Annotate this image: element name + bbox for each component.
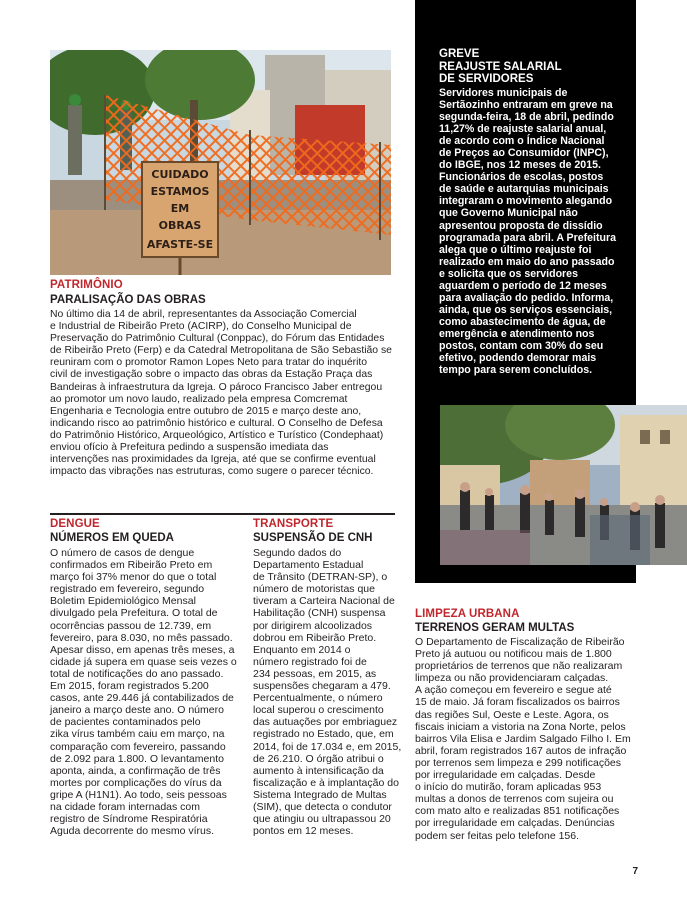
greve-body-line: que Governo Municipal não — [439, 207, 578, 220]
limpeza-body-line: por irregularidade em calçadas. Denúncias — [415, 817, 615, 830]
greve-kicker: GREVE — [439, 48, 480, 60]
transporte-body-line: Enquanto em 2014 o — [253, 643, 351, 656]
dengue-body-line: Em 2015, foram registrados 5.200 — [50, 680, 209, 693]
greve-body-line: de Preços ao Consumidor (INPC), — [439, 147, 609, 160]
limpeza-body-line: por irregularidade em calçadas. Desde — [415, 769, 596, 782]
limpeza-body-line: A ação começou em fevereiro e segue até — [415, 684, 612, 697]
sign-text-line: EM — [170, 202, 190, 215]
transporte-body-line: que atingiu ou ultrapassou 20 — [253, 813, 391, 826]
dengue-title: NÚMEROS EM QUEDA — [50, 532, 174, 544]
transporte-body-line: número registrado foi de — [253, 655, 367, 668]
greve-heading — [439, 48, 562, 86]
greve-body-line: integraram o movimento alegando — [439, 195, 613, 208]
patrimonio-body-line: intervenções nas proximidades da Igreja, até que se confirme eventual — [50, 454, 376, 466]
limpeza-body-line: abril, foram registrados 167 autos de infração — [415, 744, 627, 757]
limpeza-body — [415, 636, 631, 842]
transporte-body-line: Segundo dados do — [253, 547, 342, 559]
patrimonio-body-line: impacto das vibrações nas estruturas, como sugere o parecer técnico. — [50, 466, 374, 478]
patrimonio-body-line: Preservação do Patrimônio Cultural (Conppac), do Fórum das Entidades — [50, 333, 385, 345]
limpeza-body-line: por terrenos sem limpeza e 299 notificações — [415, 756, 622, 769]
patrimonio-body — [50, 309, 392, 478]
greve-body-line: alega que o último reajuste foi — [439, 243, 592, 256]
dengue-body-line: fevereiro, para 8.030, no mês passado. — [50, 631, 233, 644]
construction-photo — [50, 50, 391, 275]
limpeza-body-line: multas a donos de terrenos com sujeira ou — [415, 793, 614, 806]
greve-title-line: REAJUSTE SALARIAL — [439, 60, 562, 73]
patrimonio-body-line: do Patrimônio Histórico, Arqueológico, Artístico e Turístico (Condephaat) — [50, 429, 384, 441]
dengue-body-line: ocorrências passou de 12.739, em — [50, 619, 212, 632]
greve-body-line: para avaliação do pedido. Informa, — [439, 291, 614, 304]
transporte-body-line: 234 pessoas, em 2015, as — [253, 667, 377, 680]
transporte-body-line: tiveram a Carteira Nacional de — [253, 595, 395, 608]
construction-photo-image — [50, 50, 391, 275]
sign-text-line: ESTAMOS — [150, 185, 210, 198]
greve-body-line: Funcionários de escolas, postos — [439, 171, 604, 184]
transporte-body-line: Habilitação (CNH) suspensa — [253, 607, 386, 620]
greve-body-line: emergência e atendimento nos — [439, 327, 595, 340]
patrimonio-body-line: reuniram com o promotor Ramon Lopes Neto para tratar do inquérito — [50, 357, 368, 369]
limpeza-body-line: com mato alto e realizadas 851 notificações — [415, 805, 620, 818]
greve-body-line: aguardem o período de 12 meses — [439, 279, 607, 292]
greve-body-line: do IBGE, nos 12 meses de 2015. — [439, 159, 601, 172]
transporte-body-line: por dirigirem alcoolizados — [253, 619, 373, 632]
greve-body-line: realizado em maio do ano passado — [439, 255, 615, 268]
patrimonio-category: PATRIMÔNIO — [50, 279, 123, 291]
transporte-body-line: de 26.210. O órgão atribui o — [253, 752, 384, 765]
dengue-body-line: março foi 37% menor do que o total — [50, 571, 217, 584]
transporte-body-line: Departamento Estadual — [253, 559, 364, 572]
patrimonio-body-line: de Ribeirão Preto (Ferp) e da Catedral Metropolitana de São Sebastião se — [50, 345, 392, 357]
greve-body-line: 11,27% de reajuste salarial anual, — [439, 123, 607, 136]
transporte-body-line: aumento à intensificação da — [253, 764, 384, 777]
section-divider — [50, 513, 395, 515]
transporte-body-line: Percentualmente, o número — [253, 692, 383, 705]
transporte-body-line: número de motoristas que — [253, 583, 375, 596]
limpeza-body-line: fiscais iniciam a vistoria na Zona Norte, pelos — [415, 720, 626, 733]
transporte-body-line: (SIM), que detecta o condutor — [253, 800, 392, 813]
dengue-body-line: aponta, ainda, a confirmação de três — [50, 764, 221, 777]
dengue-body-line: zika vírus também caiu em março, na — [50, 728, 225, 741]
patrimonio-body-line: Bandeiras à infraestrutura da Igreja. O pároco Francisco Jaber entregou — [50, 381, 383, 393]
limpeza-body-line: podem ser feitas pelo telefone 156. — [415, 829, 580, 842]
limpeza-body-line: O Departamento de Fiscalização de Ribeirão — [415, 636, 625, 648]
patrimonio-body-line: Engenharia e Tecnologia entre outubro de 2015 e março deste ano, — [50, 405, 362, 417]
dengue-body-line: de pacientes contaminados pelo — [50, 716, 201, 729]
greve-body-line: e solicita que os servidores — [439, 267, 578, 280]
dengue-body — [50, 547, 237, 837]
limpeza-body-line: bairros Vila Elisa e Jardim Salgado Filho I. Em — [415, 732, 631, 745]
limpeza-body-line: limpeza ou não providenciaram calçadas. — [415, 672, 609, 685]
limpeza-body-line: 15 de maio. Já foram fiscalizados os bairros — [415, 696, 620, 709]
dengue-body-line: casos, ante 29.446 já contabilizados de — [50, 692, 234, 705]
patrimonio-body-line: ao promotor um novo laudo, realizado pela empresa Comcremat — [50, 393, 348, 405]
greve-body-line: apresentou proposta de dissídio — [439, 219, 603, 232]
dengue-body-line: total de notificações do ano passado. — [50, 667, 224, 680]
dengue-body-line: janeiro a março deste ano. O número — [50, 704, 224, 717]
transporte-body-line: local superou o crescimento — [253, 704, 384, 717]
transporte-body-line: suspensões chegaram a 479. — [253, 680, 391, 693]
greve-body-line: de saúde e autarquias municipais — [439, 183, 609, 196]
patrimonio-body-line: indicando risco ao patrimônio histórico e cultural. O Conselho de Defesa — [50, 417, 383, 429]
greve-body-line: Sertãozinho entraram em greve na — [439, 99, 613, 112]
sign-text-line: AFASTE-SE — [146, 238, 214, 251]
transporte-body-line: fiscalização e à implantação do — [253, 776, 399, 789]
greve-body-line: programada para abril. A Prefeitura — [439, 231, 617, 244]
dengue-body-line: confirmados em Ribeirão Preto em — [50, 559, 213, 572]
transporte-body-line: das autuações por embriaguez — [253, 716, 398, 729]
sign-text-line: CUIDADO — [151, 168, 209, 181]
greve-body-line: postos, contam com 30% do seu — [439, 339, 604, 352]
limpeza-category: LIMPEZA URBANA — [415, 608, 520, 620]
dengue-body-line: registro de Síndrome Respiratória — [50, 813, 208, 826]
transporte-body-line: registrado no Estado, que, em — [253, 728, 394, 741]
transporte-body-line: dobrou em Ribeirão Preto. — [253, 631, 377, 644]
dengue-body-line: mortes por complicações do vírus da — [50, 776, 222, 789]
dengue-body-line: cidade já supera em quase seis vezes o — [50, 655, 237, 668]
transporte-body-line: Sistema Integrado de Multas — [253, 788, 387, 801]
strike-photo-image — [440, 405, 687, 565]
transporte-body-line: pontos em 12 meses. — [253, 825, 354, 838]
greve-body-line: de acordo com o Índice Nacional — [439, 135, 605, 148]
transporte-category: TRANSPORTE — [253, 518, 334, 530]
patrimonio-body-line: e Industrial de Ribeirão Preto (ACIRP), do Conselho Municipal de — [50, 321, 352, 333]
limpeza-body-line: o início do mutirão, foram aplicadas 953 — [415, 781, 602, 794]
transporte-body-line: 2014, foi de 17.034 e, em 2015, — [253, 740, 402, 753]
greve-body-line: tempo para serem concluídos. — [439, 364, 593, 377]
greve-body-line: Servidores municipais de — [439, 87, 568, 99]
limpeza-body-line: das regiões Sul, Oeste e Leste. Agora, os — [415, 708, 609, 721]
limpeza-body-line: Preto já autuou ou notificou mais de 1.800 — [415, 648, 612, 661]
dengue-body-line: gripe A (H1N1). Ao todo, seis pessoas — [50, 788, 227, 801]
patrimonio-body-line: civil de investigação sobre o impacto das obras da Estação Praça das — [50, 369, 373, 381]
dengue-category: DENGUE — [50, 518, 100, 530]
sign-text-line: OBRAS — [158, 219, 202, 232]
transporte-title: SUSPENSÃO DE CNH — [253, 532, 373, 544]
greve-body-line: como abastecimento de água, de — [439, 315, 606, 328]
dengue-body-line: Apesar disso, em apenas três meses, a — [50, 643, 235, 656]
page-number: 7 — [632, 866, 638, 877]
greve-body-line: efetivo, podendo demorar mais — [439, 352, 597, 365]
greve-body-line: ainda, que os serviços essenciais, — [439, 303, 613, 316]
dengue-body-line: na cidade foram internadas com — [50, 800, 200, 813]
greve-body-line: segunda-feira, 18 de abril, pedindo — [439, 111, 614, 124]
dengue-body-line: Aguda decorrente do mesmo vírus. — [50, 825, 215, 838]
dengue-body-line: O número de casos de dengue — [50, 547, 195, 559]
patrimonio-title: PARALISAÇÃO DAS OBRAS — [50, 294, 206, 306]
greve-title-line: DE SERVIDORES — [439, 73, 534, 85]
dengue-body-line: divulgado pela Prefeitura. O total de — [50, 607, 218, 620]
limpeza-title: TERRENOS GERAM MULTAS — [415, 622, 575, 634]
dengue-body-line: de 2.092 para 1.800. O levantamento — [50, 752, 224, 765]
limpeza-body-line: proprietários de terrenos que não realizaram — [415, 660, 623, 673]
transporte-body — [253, 547, 401, 837]
greve-body — [439, 87, 616, 376]
patrimonio-body-line: No último dia 14 de abril, representantes da Associação Comercial — [50, 309, 357, 320]
strike-photo — [440, 405, 687, 565]
transporte-body-line: de Trânsito (DETRAN-SP), o — [253, 571, 388, 584]
dengue-body-line: comparação com fevereiro, passando — [50, 740, 226, 753]
patrimonio-body-line: enviou ofício à Prefeitura pedindo a suspensão imediata das — [50, 442, 329, 454]
dengue-body-line: Boletim Epidemiológico Mensal — [50, 595, 196, 608]
dengue-body-line: registrado em fevereiro, segundo — [50, 583, 205, 596]
